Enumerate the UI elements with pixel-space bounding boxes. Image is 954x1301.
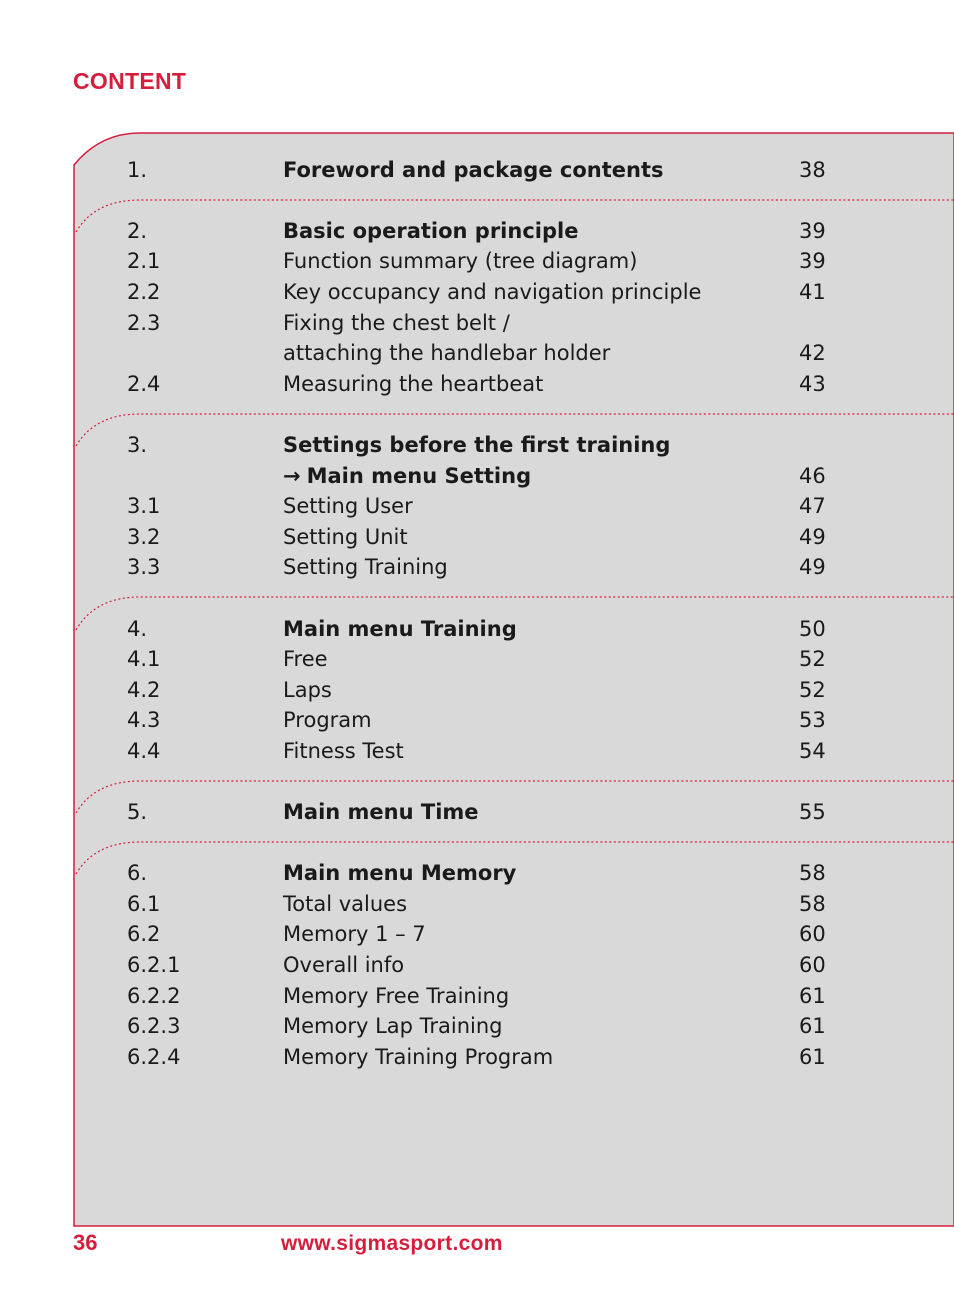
toc-title-wrap	[283, 552, 448, 582]
toc-title: Measuring the heartbeat	[283, 372, 544, 396]
toc-page-number: 41	[799, 280, 826, 304]
toc-section-number: 4.2	[127, 678, 161, 702]
toc-row[interactable]	[0, 705, 954, 735]
toc-row[interactable]	[0, 644, 954, 674]
toc-row[interactable]	[0, 797, 954, 827]
toc-title-wrap	[283, 1011, 503, 1041]
toc-page-number: 55	[799, 800, 826, 824]
toc-row[interactable]	[0, 1042, 954, 1072]
toc-title-wrap	[283, 797, 479, 827]
toc-title-wrap	[283, 491, 413, 521]
toc-page-number: 42	[799, 341, 826, 365]
toc-page-number: 61	[799, 1014, 826, 1038]
toc-row[interactable]	[0, 430, 954, 460]
toc-page-number: 61	[799, 1045, 826, 1069]
toc-section-number: 6.	[127, 861, 148, 885]
toc-section-number: 2.2	[127, 280, 161, 304]
toc-title: Settings before the first training	[283, 433, 671, 457]
toc-title: Basic operation principle	[283, 219, 579, 243]
toc-row[interactable]	[0, 246, 954, 276]
toc-title-wrap	[283, 675, 332, 705]
toc-row[interactable]	[0, 216, 954, 246]
toc-row[interactable]	[0, 155, 954, 185]
toc-section-number: 2.4	[127, 372, 161, 396]
toc-section-number: 4.3	[127, 708, 161, 732]
toc-title-wrap	[283, 522, 408, 552]
toc-title: Memory Lap Training	[283, 1014, 503, 1038]
toc-title-wrap	[283, 216, 578, 246]
toc-title: Function summary (tree diagram)	[283, 249, 638, 273]
toc-title-wrap	[283, 246, 637, 276]
toc-title-wrap	[283, 277, 701, 307]
toc-section-number: 6.2.4	[127, 1045, 181, 1069]
toc-page-number: 47	[799, 494, 826, 518]
toc-row[interactable]	[0, 950, 954, 980]
toc-row[interactable]	[0, 858, 954, 888]
toc-section-number: 3.3	[127, 555, 161, 579]
toc-section-number: 3.	[127, 433, 148, 457]
toc-title: Memory Training Program	[283, 1045, 554, 1069]
toc-title-wrap	[283, 950, 404, 980]
toc-row[interactable]	[0, 522, 954, 552]
toc-title: Memory 1 – 7	[283, 922, 426, 946]
toc-title-wrap	[283, 889, 407, 919]
toc-row[interactable]	[0, 889, 954, 919]
toc-row[interactable]	[0, 981, 954, 1011]
toc-title: Memory Free Training	[283, 984, 510, 1008]
toc-row[interactable]	[0, 491, 954, 521]
toc-page-number: 58	[799, 892, 826, 916]
toc-title-wrap	[283, 338, 610, 368]
toc-row[interactable]	[0, 675, 954, 705]
toc-section-number: 6.2.2	[127, 984, 181, 1008]
toc-title-wrap	[283, 430, 670, 460]
toc-title: Fixing the chest belt /	[283, 311, 510, 335]
toc-section-number: 2.3	[127, 311, 161, 335]
toc-section-number: 3.2	[127, 525, 161, 549]
toc-title-wrap	[283, 858, 516, 888]
toc-section-number: 2.1	[127, 249, 161, 273]
toc-row[interactable]	[0, 369, 954, 399]
toc-title: Main menu Training	[283, 617, 517, 641]
toc-section-number: 6.1	[127, 892, 161, 916]
toc-page-number: 46	[799, 464, 826, 488]
toc-title: Main menu Setting	[306, 464, 532, 488]
toc-row[interactable]	[0, 308, 954, 338]
toc-page-number: 52	[799, 678, 826, 702]
toc-title: Fitness Test	[283, 739, 404, 763]
toc-section-number: 4.1	[127, 647, 161, 671]
page-number: 36	[73, 1230, 98, 1255]
toc-title-wrap	[283, 369, 543, 399]
toc-section-number: 6.2	[127, 922, 161, 946]
toc-title-wrap	[283, 1042, 553, 1072]
toc-page-number: 39	[799, 219, 826, 243]
toc-row[interactable]	[0, 461, 954, 491]
toc-page-number: 38	[799, 158, 826, 182]
toc-title: Total values	[283, 892, 408, 916]
toc-title-wrap	[283, 919, 426, 949]
toc-page-number: 39	[799, 249, 826, 273]
toc-title-wrap	[283, 308, 510, 338]
toc-title-wrap	[283, 614, 517, 644]
toc-title-wrap	[283, 981, 509, 1011]
toc-title: attaching the handlebar holder	[283, 341, 611, 365]
toc-title: Key occupancy and navigation principle	[283, 280, 702, 304]
toc-section-number: 2.	[127, 219, 148, 243]
toc-page-number: 50	[799, 617, 826, 641]
toc-title: Free	[283, 647, 328, 671]
toc-title: Overall info	[283, 953, 405, 977]
toc-section-number: 6.2.3	[127, 1014, 181, 1038]
toc-row[interactable]	[0, 338, 954, 368]
toc-section-number: 1.	[127, 158, 148, 182]
toc-page-number: 60	[799, 922, 826, 946]
toc-page-number: 49	[799, 525, 826, 549]
toc-title: Setting Training	[283, 555, 448, 579]
toc-page-number: 52	[799, 647, 826, 671]
toc-row[interactable]	[0, 277, 954, 307]
toc-section-number: 4.	[127, 617, 148, 641]
toc-title: Main menu Memory	[283, 861, 517, 885]
toc-row[interactable]	[0, 1011, 954, 1041]
toc-page-number: 54	[799, 739, 826, 763]
toc-page-number: 53	[799, 708, 826, 732]
toc-page-number: 58	[799, 861, 826, 885]
toc-title-wrap	[283, 644, 328, 674]
toc-page-number: 43	[799, 372, 826, 396]
page-heading: CONTENT	[73, 68, 187, 94]
toc-title-wrap	[283, 705, 372, 735]
toc-row[interactable]	[0, 552, 954, 582]
toc-row[interactable]	[0, 614, 954, 644]
toc-page-number: 49	[799, 555, 826, 579]
toc-row[interactable]	[0, 736, 954, 766]
toc-title: Setting Unit	[283, 525, 408, 549]
toc-title: Foreword and package contents	[283, 158, 664, 182]
toc-title-wrap	[283, 736, 404, 766]
toc-page-number: 61	[799, 984, 826, 1008]
toc-section-number: 6.2.1	[127, 953, 181, 977]
toc-title-wrap	[283, 461, 531, 491]
toc-title: Program	[283, 708, 372, 732]
arrow-right-icon: →	[283, 464, 301, 488]
website-link[interactable]: www.sigmasport.com	[281, 1232, 503, 1255]
toc-title: Main menu Time	[283, 800, 479, 824]
toc-row[interactable]	[0, 919, 954, 949]
toc-section-number: 4.4	[127, 739, 161, 763]
toc-page-number: 60	[799, 953, 826, 977]
toc-title: Laps	[283, 678, 332, 702]
toc-title: Setting User	[283, 494, 413, 518]
toc-section-number: 3.1	[127, 494, 161, 518]
toc-section-number: 5.	[127, 800, 148, 824]
toc-title-wrap	[283, 155, 663, 185]
